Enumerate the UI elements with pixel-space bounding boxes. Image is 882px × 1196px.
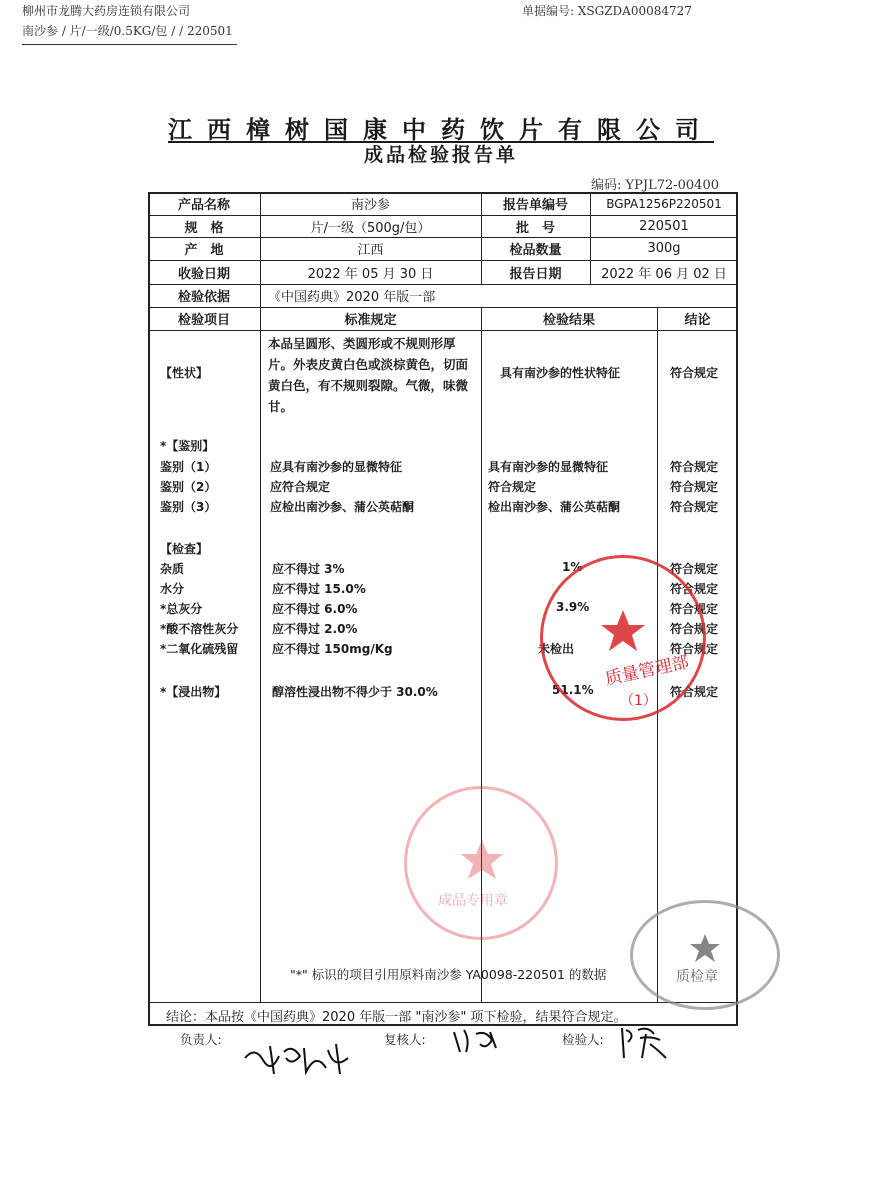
insp-row-result: 1% xyxy=(562,560,583,574)
final-conclusion: 结论：本品按《中国药典》2020 年版一部 "南沙参" 项下检验，结果符合规定。 xyxy=(166,1010,627,1025)
insp-row-item: 水分 xyxy=(160,582,185,596)
character-standard: 本品呈圆形、类圆形或不规则形厚片。外表皮黄白色或淡棕黄色，切面黄白色，有不规则裂隙。气微，味微甘。 xyxy=(268,336,469,414)
insp-row-item: *二氧化硫残留 xyxy=(160,642,239,656)
id-row-result: 检出南沙参、蒲公英萜酮 xyxy=(488,500,621,514)
header-doc-no: 单据编号: XSGZDA00084727 xyxy=(522,4,692,18)
col-header-result: 检验结果 xyxy=(542,313,595,328)
footnote: "*" 标识的项目引用原料南沙参 YA0098-220501 的数据 xyxy=(290,967,607,982)
basis-label: 检验依据 xyxy=(177,290,230,305)
insp-row-standard: 应不得过 6.0% xyxy=(272,602,358,616)
reviewer-signature xyxy=(450,1026,510,1056)
row-line xyxy=(148,330,738,331)
report-date-label: 报告日期 xyxy=(509,266,562,282)
receive-date-value: 2022 年 05 月 30 日 xyxy=(307,266,434,282)
extract-standard: 醇溶性浸出物不得少于 30.0% xyxy=(272,685,438,699)
id-row-conclusion: 符合规定 xyxy=(670,480,719,494)
col-line xyxy=(260,307,261,1002)
id-row-item: 鉴别（2） xyxy=(160,480,217,494)
inspector-signature xyxy=(618,1024,678,1064)
batch-label: 批 号 xyxy=(515,220,555,236)
qty-label: 检品数量 xyxy=(509,243,562,258)
insp-row-result: 3.9% xyxy=(556,600,590,614)
header-product-line: 南沙参 / 片/一级/0.5KG/包 / / 220501 xyxy=(22,24,233,38)
spec-label: 规 格 xyxy=(184,220,224,236)
col-header-item: 检验项目 xyxy=(177,313,230,328)
id-row-item: 鉴别（1） xyxy=(160,460,217,474)
company-title: 江西樟树国康中药饮片有限公司 xyxy=(168,116,714,144)
basis-value: 《中国药典》2020 年版一部 xyxy=(268,290,436,305)
product-name-value: 南沙参 xyxy=(350,198,390,213)
character-result: 具有南沙参的性状特征 xyxy=(500,366,621,380)
insp-row-standard: 应不得过 3% xyxy=(272,562,345,576)
id-row-standard: 应具有南沙参的显微特征 xyxy=(270,460,403,474)
id-row-result: 符合规定 xyxy=(488,480,537,494)
qa-stamp-number: （1） xyxy=(620,693,657,709)
insp-row-item: *酸不溶性灰分 xyxy=(160,622,239,636)
company-stamp-star-icon xyxy=(460,838,504,882)
col-header-standard: 标准规定 xyxy=(344,313,397,328)
receive-date-label: 收验日期 xyxy=(177,266,230,282)
qa-stamp-text: 质量管理部 xyxy=(603,652,691,690)
character-item: 【性状】 xyxy=(160,366,209,380)
insp-row-standard: 应不得过 2.0% xyxy=(272,622,358,636)
extract-item: *【浸出物】 xyxy=(160,685,227,699)
responsible-label: 负责人: xyxy=(180,1032,222,1047)
insp-row-item: 杂质 xyxy=(160,562,185,576)
id-row-result: 具有南沙参的显微特征 xyxy=(488,460,609,474)
qc-stamp-text: 质检章 xyxy=(676,969,718,985)
insp-row-standard: 应不得过 15.0% xyxy=(272,582,366,596)
id-row-standard: 应符合规定 xyxy=(270,480,331,494)
header-underline xyxy=(22,44,237,45)
id-row-conclusion: 符合规定 xyxy=(670,460,719,474)
product-name-label: 产品名称 xyxy=(177,198,230,213)
insp-row-item: *总灰分 xyxy=(160,602,203,616)
report-title: 成品检验报告单 xyxy=(363,144,518,166)
col-header-conclusion: 结论 xyxy=(684,313,711,328)
batch-value: 220501 xyxy=(639,218,689,234)
insp-row-conclusion: 符合规定 xyxy=(670,602,719,616)
id-row-standard: 应检出南沙参、蒲公英萜酮 xyxy=(270,500,415,514)
qty-value: 300g xyxy=(647,241,681,256)
report-no-value: BGPA1256P220501 xyxy=(606,196,722,211)
inspection-heading: 【检查】 xyxy=(160,542,209,556)
id-row-item: 鉴别（3） xyxy=(160,500,217,514)
origin-label: 产 地 xyxy=(184,243,224,258)
character-conclusion: 符合规定 xyxy=(670,366,719,380)
report-no-label: 报告单编号 xyxy=(502,198,568,213)
extract-conclusion: 符合规定 xyxy=(670,685,719,699)
extract-result: 51.1% xyxy=(552,683,594,697)
inspector-label: 检验人: xyxy=(562,1032,604,1047)
insp-row-conclusion: 符合规定 xyxy=(670,622,719,636)
form-code: 编码: YPJL72-00400 xyxy=(591,178,719,193)
insp-row-conclusion: 符合规定 xyxy=(670,582,719,596)
spec-value: 片/一级（500g/包） xyxy=(310,220,431,236)
identification-heading: *【鉴别】 xyxy=(160,439,215,453)
responsible-signature xyxy=(240,1038,360,1078)
origin-value: 江西 xyxy=(357,243,384,258)
insp-row-conclusion: 符合规定 xyxy=(670,642,719,656)
qc-stamp-star-icon xyxy=(688,932,722,966)
row-line xyxy=(148,1002,738,1003)
id-row-conclusion: 符合规定 xyxy=(670,500,719,514)
reviewer-label: 复核人: xyxy=(384,1032,426,1047)
report-date-value: 2022 年 06 月 02 日 xyxy=(601,266,727,282)
stamp-star-icon xyxy=(600,608,646,654)
insp-row-standard: 应不得过 150mg/Kg xyxy=(272,642,393,656)
insp-row-result: 未检出 xyxy=(538,642,575,656)
company-stamp-text: 成品专用章 xyxy=(438,893,508,909)
insp-row-conclusion: 符合规定 xyxy=(670,562,719,576)
header-company: 柳州市龙腾大药房连锁有限公司 xyxy=(22,4,191,18)
